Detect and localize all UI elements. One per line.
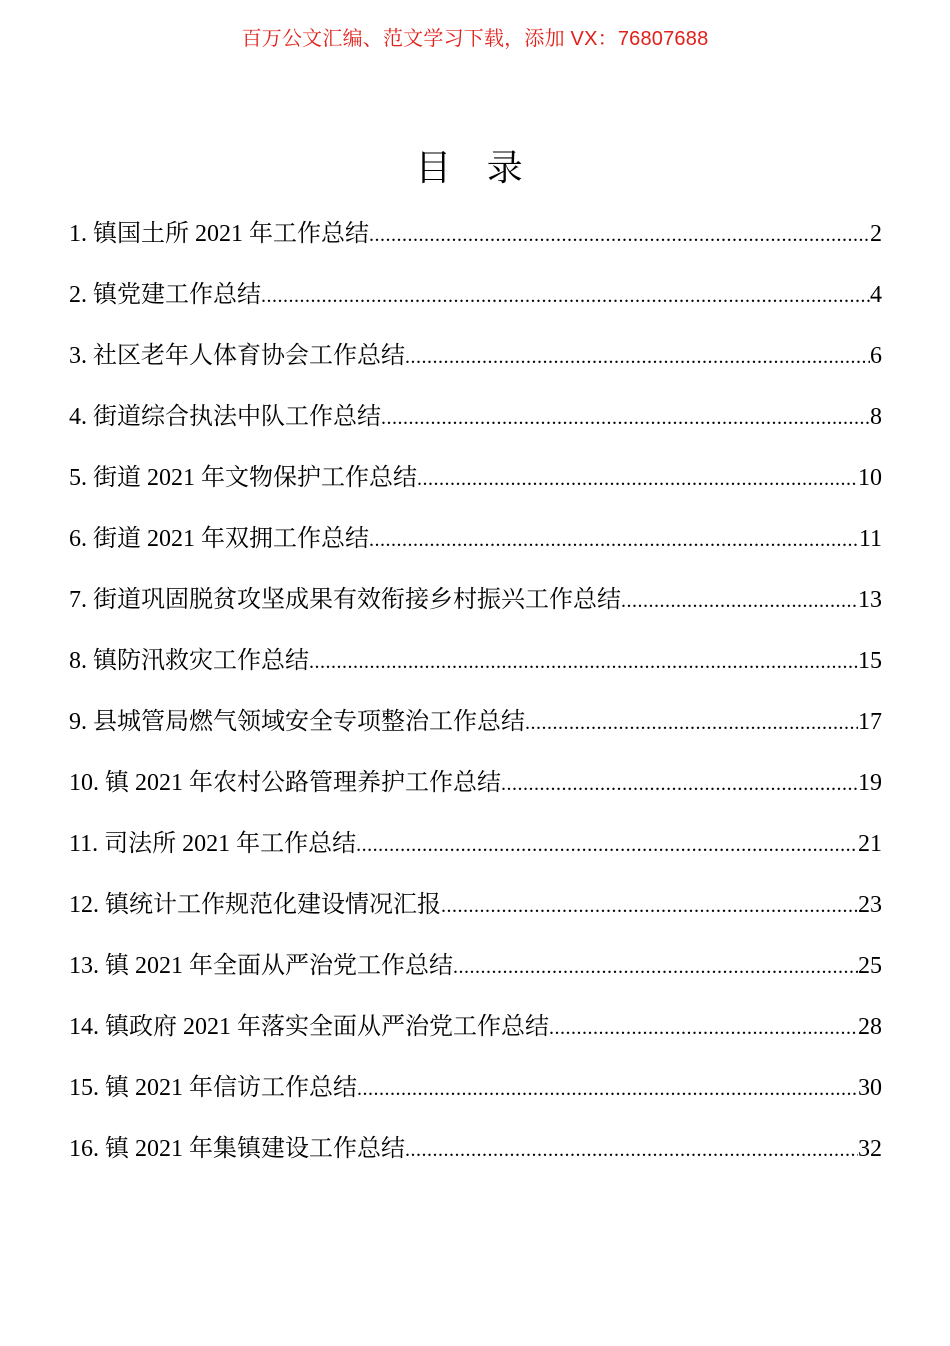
toc-entry-page: 19 bbox=[858, 770, 882, 796]
toc-entry-label: 3. 社区老年人体育协会工作总结 bbox=[69, 343, 405, 369]
toc-entry-label: 11. 司法所 2021 年工作总结 bbox=[69, 831, 357, 857]
toc-entry-page: 25 bbox=[858, 953, 882, 979]
toc-entry[interactable] bbox=[69, 396, 882, 457]
toc-entry-page: 21 bbox=[858, 831, 882, 857]
toc-dot-leader bbox=[525, 702, 858, 744]
toc-entry-page: 4 bbox=[870, 282, 882, 308]
toc-entry-page: 28 bbox=[858, 1014, 882, 1040]
toc-entry[interactable] bbox=[69, 457, 882, 518]
toc-entry[interactable] bbox=[69, 335, 882, 396]
toc-entry[interactable] bbox=[69, 1128, 882, 1189]
toc-entry[interactable] bbox=[69, 274, 882, 335]
toc-entry-page: 6 bbox=[870, 343, 882, 369]
toc-entry-label: 15. 镇 2021 年信访工作总结 bbox=[69, 1075, 357, 1101]
toc-entry-label: 14. 镇政府 2021 年落实全面从严治党工作总结 bbox=[69, 1014, 549, 1040]
toc-dot-leader bbox=[417, 458, 858, 500]
toc-dot-leader bbox=[621, 580, 858, 622]
toc-entry-label: 8. 镇防汛救灾工作总结 bbox=[69, 648, 309, 674]
toc-entry-label: 1. 镇国土所 2021 年工作总结 bbox=[69, 221, 369, 247]
toc-entry-label: 13. 镇 2021 年全面从严治党工作总结 bbox=[69, 953, 453, 979]
toc-dot-leader bbox=[381, 397, 870, 439]
toc-dot-leader bbox=[309, 641, 858, 683]
toc-entry[interactable] bbox=[69, 701, 882, 762]
toc-entry-label: 5. 街道 2021 年文物保护工作总结 bbox=[69, 465, 417, 491]
toc-entry-label: 2. 镇党建工作总结 bbox=[69, 282, 261, 308]
toc-entry[interactable] bbox=[69, 884, 882, 945]
toc-entry[interactable] bbox=[69, 640, 882, 701]
toc-dot-leader bbox=[441, 885, 858, 927]
toc-entry-page: 23 bbox=[858, 892, 882, 918]
toc-dot-leader bbox=[261, 275, 870, 317]
toc-dot-leader bbox=[405, 1129, 858, 1171]
toc-dot-leader bbox=[549, 1007, 858, 1049]
toc-entry[interactable] bbox=[69, 213, 882, 274]
toc-entry-page: 30 bbox=[858, 1075, 882, 1101]
toc-entry[interactable] bbox=[69, 762, 882, 823]
toc-entry-label: 16. 镇 2021 年集镇建设工作总结 bbox=[69, 1136, 405, 1162]
toc-dot-leader bbox=[369, 214, 870, 256]
toc-entry-label: 9. 县城管局燃气领域安全专项整治工作总结 bbox=[69, 709, 525, 735]
toc-dot-leader bbox=[369, 519, 859, 561]
toc-entry-page: 10 bbox=[858, 465, 882, 491]
toc-dot-leader bbox=[405, 336, 870, 378]
toc-entry-page: 17 bbox=[858, 709, 882, 735]
toc-entry[interactable] bbox=[69, 945, 882, 1006]
toc-entry-page: 13 bbox=[858, 587, 882, 613]
header-watermark-note: 百万公文汇编、范文学习下载，添加 VX：76807688 bbox=[241, 28, 709, 50]
toc-entry-label: 12. 镇统计工作规范化建设情况汇报 bbox=[69, 892, 441, 918]
toc-entry-page: 2 bbox=[870, 221, 882, 247]
toc-entry-page: 8 bbox=[870, 404, 882, 430]
toc-dot-leader bbox=[357, 1068, 858, 1110]
toc-entry-label: 6. 街道 2021 年双拥工作总结 bbox=[69, 526, 369, 552]
toc-entry-label: 4. 街道综合执法中队工作总结 bbox=[69, 404, 381, 430]
toc-entry[interactable] bbox=[69, 579, 882, 640]
toc-dot-leader bbox=[453, 946, 858, 988]
toc-entry-page: 32 bbox=[858, 1136, 882, 1162]
toc-dot-leader bbox=[501, 763, 858, 805]
toc-entry-label: 7. 街道巩固脱贫攻坚成果有效衔接乡村振兴工作总结 bbox=[69, 587, 621, 613]
toc-entry-label: 10. 镇 2021 年农村公路管理养护工作总结 bbox=[69, 770, 501, 796]
table-of-contents bbox=[69, 213, 882, 1189]
page-title: 目 录 bbox=[415, 148, 535, 189]
toc-entry-page: 15 bbox=[858, 648, 882, 674]
toc-entry[interactable] bbox=[69, 518, 882, 579]
toc-entry-page: 11 bbox=[858, 526, 882, 552]
toc-entry[interactable] bbox=[69, 1067, 882, 1128]
toc-entry[interactable] bbox=[69, 1006, 882, 1067]
toc-dot-leader bbox=[356, 824, 858, 866]
toc-entry[interactable] bbox=[69, 823, 882, 884]
